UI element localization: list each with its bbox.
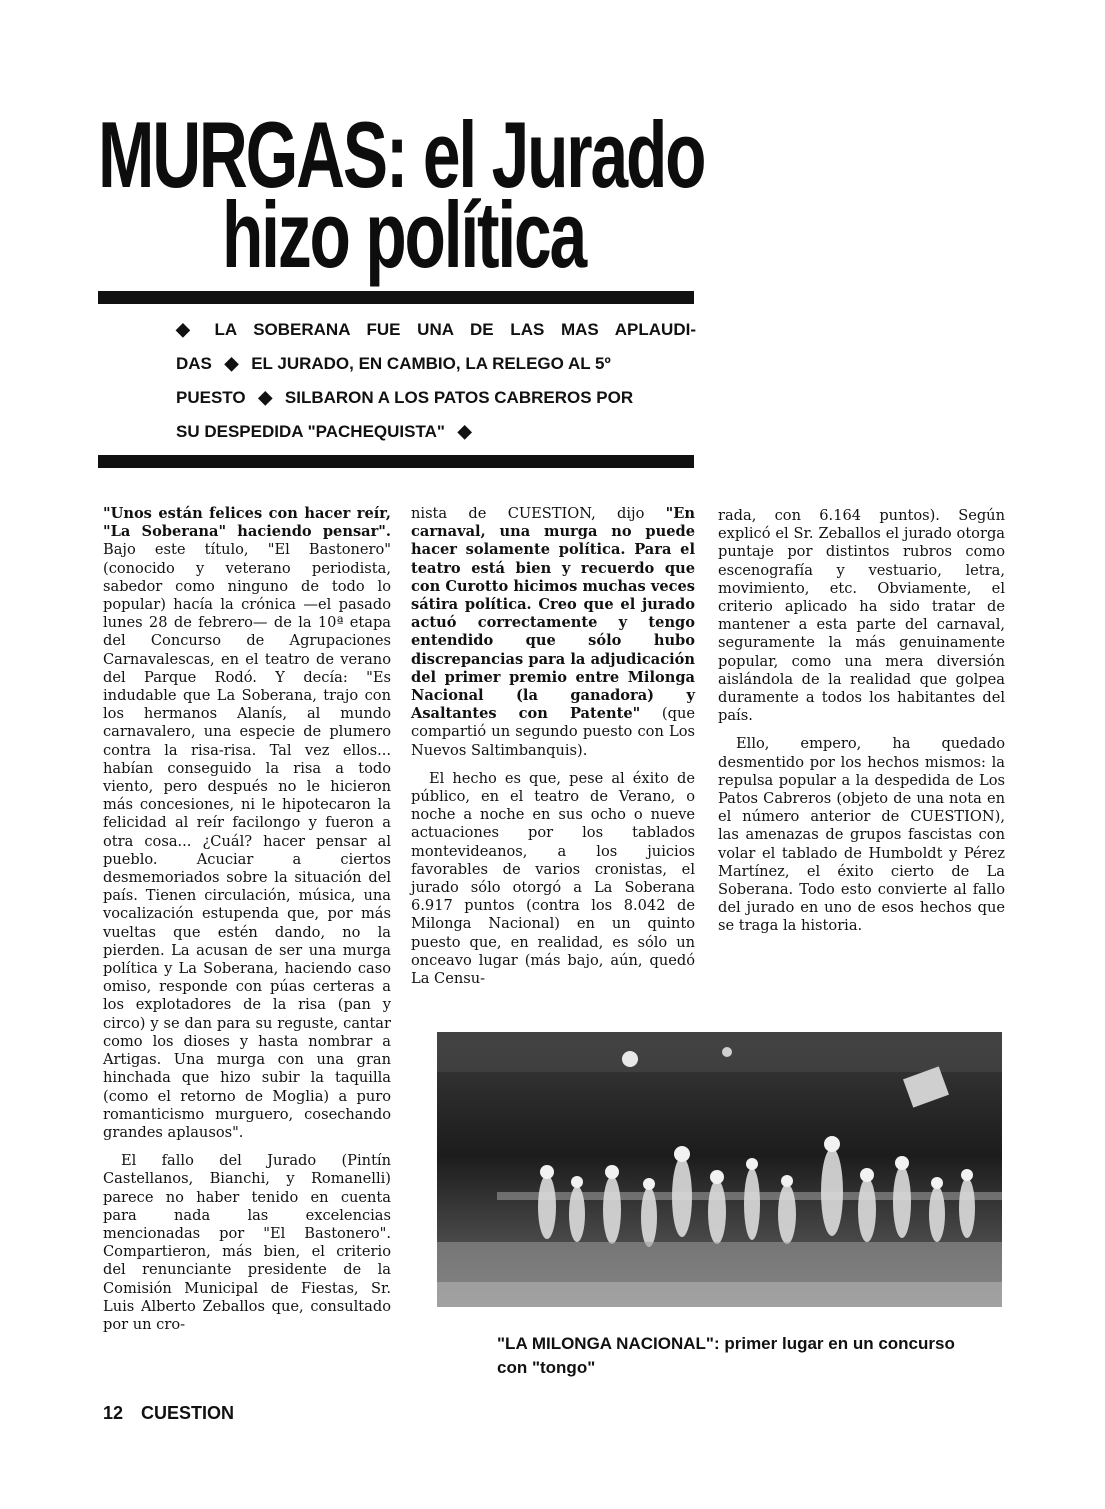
magazine-name: CUESTION xyxy=(141,1403,235,1423)
deck-line-1 xyxy=(176,312,696,346)
murga-stage-photo xyxy=(437,1032,1002,1307)
deck-text: SILBARON A LOS PATOS CABREROS POR xyxy=(284,388,634,407)
article-paragraph: El fallo del Jurado (Pintín Castellanos, Bianchi, y Romanelli) parece no haber tenido en cuenta para nada las excelencias mencionadas por "El Bastonero". Compartieron, más bien, el criterio del renunciante presidente de la Comisión Municipal de Fiestas, Sr. Luis Alberto Zeballos que, consultado por un cro- xyxy=(103,1152,391,1333)
caption-text: primer lugar en un concurso con "tongo" xyxy=(497,1334,955,1377)
lead-quote: "Unos están felices con hacer reír, "La Soberana" haciendo pensar". xyxy=(103,505,391,541)
page-footer xyxy=(103,1403,234,1424)
article-paragraph xyxy=(411,505,695,760)
headline-line-2: hizo política xyxy=(222,182,585,287)
deck-line-4 xyxy=(176,414,696,448)
paragraph-text: (que compartió un segundo puesto con Los Nuevos Saltimbanquis). xyxy=(411,705,695,759)
deck-text: EL JURADO, EN CAMBIO, LA RELEGO AL 5º xyxy=(251,354,611,373)
diamond-icon: ◆ xyxy=(258,387,273,407)
paragraph-text: nista de CUESTION, dijo xyxy=(411,505,666,522)
article-paragraph: rada, con 6.164 puntos). Según explicó el Sr. Zeballos el jurado otorga puntaje por distintos rubros como escenografía y vestuario, letra, movimiento, etc. Obviamente, el criterio aplicado ha sido tratar de mantener a esta parte del carnaval, seguramente la más genuinamente popular, como una mera diversión aislándola de la realidad que golpea duramente a todos los habitantes del país. xyxy=(718,507,1005,725)
deck-text: SU DESPEDIDA "PACHEQUISTA" xyxy=(176,422,445,441)
paragraph-text: Bajo este título, "El Bastonero" (conocido y veterano periodista, sabedor como ninguno de todo lo popular) hacía la crónica —el pasado lunes 28 de febrero— de la 10ª etapa del Concurso de Agrupaciones Carnavalescas, en el teatro de verano del Parque Rodó. Y decía: "Es indudable que La Soberana, trajo con los hermanos Alanís, al mundo carnavalero, una especie de plumero contra la risa-risa. Tal vez ellos... habían conseguido la risa a todo viento, pero después no le hicieron más concesiones, ni le hipotecaron la felicidad al reír facilongo y fueron a otra cosa... ¿Cuál? hacer pensar al pueblo. Acuciar a ciertos desmemoriados sobre la situación del país. Tienen circulación, música, una vocalización estupenda que, por más vueltas que estén dando, no la pierden. La acusan de ser una murga política y La Soberana, haciendo caso omiso, responde con púas certeras a los explotadores de la risa (pan y circo) y se dan para su reguste, cantar como los dioses y hasta nombrar a Artigas. Una murga con una gran hinchada que hizo subir la taquilla (como el retorno de Moglia) a puro romanticismo murguero, cosechando grandes aplausos". xyxy=(103,541,391,1141)
deck-line-3 xyxy=(176,380,696,414)
diamond-icon: ◆ xyxy=(224,353,239,373)
deck-text: LA SOBERANA FUE UNA DE LAS MAS APLAUDI- xyxy=(214,320,696,339)
photo-illustration xyxy=(437,1032,1002,1307)
article-paragraph: Ello, empero, ha quedado desmentido por los hechos mismos: la repulsa popular a la despedida de Los Patos Cabreros (objeto de una nota en el número anterior de CUESTION), las amenazas de grupos fascistas con volar el tablado de Humboldt y Pérez Martínez, el éxito cierto de La Soberana. Todo esto convierte al fallo del jurado en uno de esos hechos que se traga la historia. xyxy=(718,735,1005,935)
deck-text: DAS xyxy=(176,354,212,373)
deck-text: PUESTO xyxy=(176,388,246,407)
caption-title: "LA MILONGA NACIONAL": xyxy=(497,1334,720,1353)
article-column-3 xyxy=(718,507,1005,936)
article-column-2 xyxy=(411,505,695,988)
article-column-1 xyxy=(103,505,391,1334)
diamond-icon: ◆ xyxy=(457,421,472,441)
photo-caption xyxy=(497,1332,967,1380)
bottom-rule-divider xyxy=(98,455,694,468)
deck-summary xyxy=(176,312,696,448)
top-rule-divider xyxy=(98,291,694,304)
article-paragraph: El hecho es que, pese al éxito de público, en el teatro de Verano, o noche a noche en sus ocho o nueve actuaciones por los tablados montevideanos, a los juicios favorables de varios cronistas, el jurado sólo otorgó a La Soberana 6.917 puntos (contra los 8.042 de Milonga Nacional) en un quinto puesto que, en realidad, es sólo un onceavo lugar (más bajo, aún, quedó La Censu- xyxy=(411,769,695,988)
diamond-icon: ◆ xyxy=(176,319,190,339)
headline-line-1: MURGAS: el Jurado xyxy=(98,102,705,207)
article-paragraph xyxy=(103,505,391,1142)
zeballos-quote: "En carnaval, una murga no puede hacer solamente política. Para el teatro está bien y recuerdo que con Curotto hicimos muchas veces sátira política. Creo que el jurado actuó correctamente y tengo entendido que sólo hubo discrepancias para la adjudicación del primer premio entre Milonga Nacional (la ganadora) y Asaltantes con Patente" xyxy=(411,505,695,723)
deck-line-2 xyxy=(176,346,696,380)
page-number: 12 xyxy=(103,1403,124,1423)
